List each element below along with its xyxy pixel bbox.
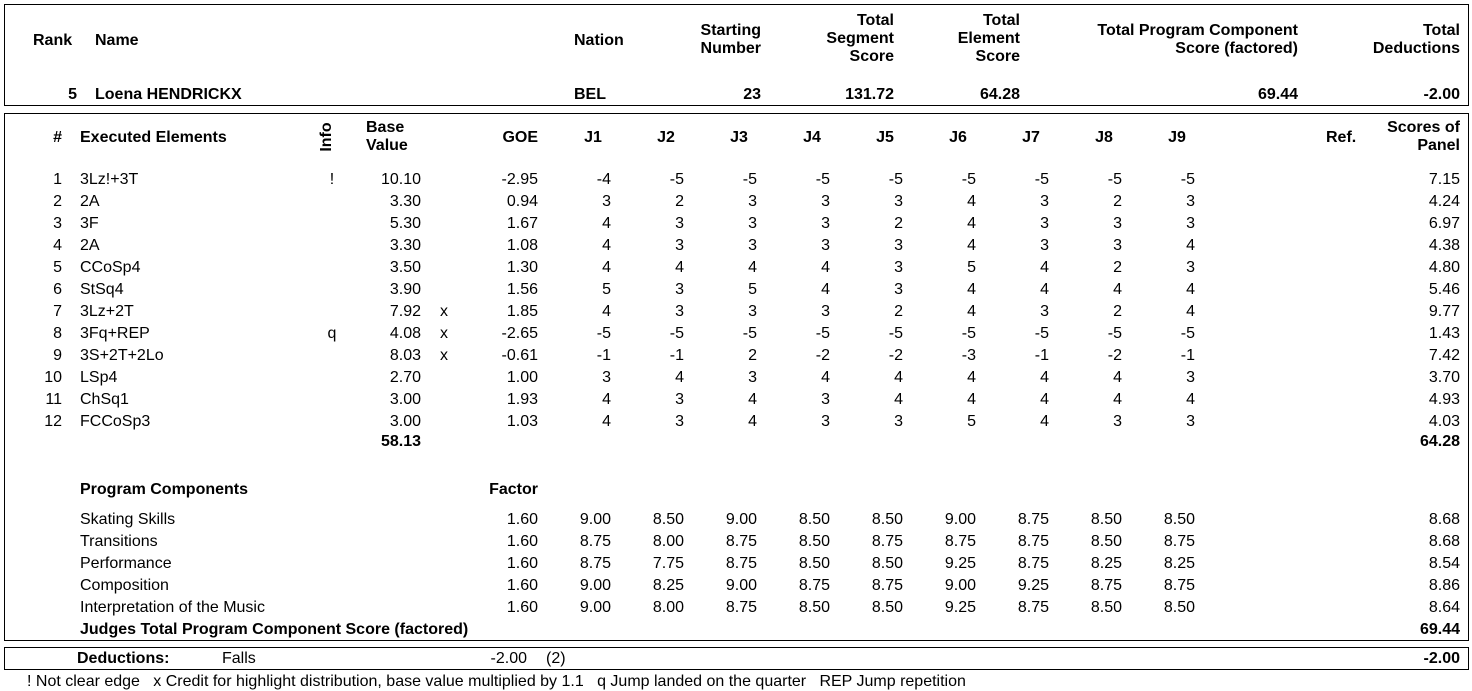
legend: ! Not clear edge x Credit for highlight distribution, base value multiplied by 1.1 q Jump landed on the quarter REP Jump repetition [27,673,966,690]
component-judge-score: 7.75 [652,555,684,572]
element-base-value: 5.30 [389,215,421,232]
element-judge-score: 3 [1113,215,1122,232]
component-judge-score: 8.50 [871,599,903,616]
element-judge-score: 4 [967,237,976,254]
element-judge-score: 3 [894,237,903,254]
component-judge-score: 8.75 [725,533,757,550]
element-panel-score: 7.42 [1428,347,1460,364]
element-base-value: 3.50 [389,259,421,276]
element-judge-score: -1 [669,347,684,364]
element-judge-score: -5 [1034,325,1049,342]
component-name: Performance [80,555,172,572]
element-panel-score: 1.43 [1428,325,1460,342]
component-judge-score: 8.25 [1163,555,1195,572]
element-judge-score: 3 [821,303,830,320]
element-judge-score: 2 [1113,259,1122,276]
element-name: 3F [80,215,99,232]
component-name: Transitions [80,533,158,550]
element-judge-score: -5 [669,325,684,342]
element-judge-score: 4 [602,215,611,232]
element-goe: 0.94 [506,193,538,210]
total-deductions-label: Total Deductions [1372,22,1460,57]
component-judge-score: 8.75 [1017,599,1049,616]
component-judge-score: 8.50 [798,533,830,550]
element-goe: 1.30 [506,259,538,276]
element-judge-score: 4 [821,281,830,298]
name-label: Name [95,32,139,49]
element-judge-score: 3 [821,215,830,232]
elements-executed-header: Executed Elements [80,129,227,146]
element-panel-score: 4.93 [1428,391,1460,408]
elements-goe-header: GOE [502,129,538,146]
element-judge-score: -5 [1107,325,1122,342]
judge-header: J5 [876,129,894,146]
component-judge-score: 8.75 [1017,533,1049,550]
element-base-value: 3.00 [389,391,421,408]
element-num: 12 [44,413,62,430]
element-judge-score: 3 [821,237,830,254]
component-judge-score: 8.75 [1163,577,1195,594]
element-judge-score: 3 [1040,215,1049,232]
element-name: CCoSp4 [80,259,141,276]
element-judge-score: 3 [1186,369,1195,386]
element-judge-score: 4 [967,281,976,298]
element-judge-score: 4 [675,369,684,386]
element-judge-score: -5 [742,325,757,342]
elements-base-header: Base Value [366,119,408,154]
element-goe: -0.61 [501,347,538,364]
element-judge-score: 4 [602,303,611,320]
component-judge-score: 9.00 [944,511,976,528]
element-name: LSp4 [80,369,118,386]
element-name: 3S+2T+2Lo [80,347,164,364]
component-judge-score: 9.00 [579,511,611,528]
element-judge-score: 2 [894,215,903,232]
component-judge-score: 8.50 [1090,533,1122,550]
element-judge-score: 3 [675,281,684,298]
element-judge-score: 4 [1113,281,1122,298]
element-judge-score: 3 [748,369,757,386]
judges-total-value: 69.44 [1419,621,1460,638]
component-panel-score: 8.86 [1428,577,1460,594]
component-factor: 1.60 [506,555,538,572]
element-name: 3Lz!+3T [80,171,139,188]
component-judge-score: 8.25 [1090,555,1122,572]
element-goe: 1.85 [506,303,538,320]
component-judge-score: 9.25 [944,555,976,572]
element-judge-score: 3 [821,193,830,210]
element-judge-score: 4 [675,259,684,276]
element-base-value: 3.90 [389,281,421,298]
skater-tpcs: 69.44 [1257,86,1298,103]
element-num: 11 [45,391,62,408]
elements-info-header: Info [318,122,335,152]
judge-header: J7 [1022,129,1040,146]
element-judge-score: 4 [894,391,903,408]
element-judge-score: 4 [1040,259,1049,276]
judge-header: J2 [657,129,675,146]
judge-header: J9 [1168,129,1186,146]
deductions-count: (2) [546,650,566,667]
element-judge-score: -5 [742,171,757,188]
element-x-flag: x [440,303,448,320]
element-judge-score: 4 [748,391,757,408]
element-judge-score: 4 [1186,237,1195,254]
element-judge-score: 4 [967,303,976,320]
element-num: 1 [53,171,62,188]
element-name: 2A [80,237,100,254]
element-base-value: 8.03 [389,347,421,364]
starting-number-label: Starting Number [700,22,761,57]
judge-header: J3 [730,129,748,146]
element-num: 8 [53,325,62,342]
element-judge-score: 3 [821,391,830,408]
element-name: FCCoSp3 [80,413,151,430]
component-factor: 1.60 [506,533,538,550]
judges-total-label: Judges Total Program Component Score (factored) [80,621,469,638]
component-judge-score: 9.25 [944,599,976,616]
element-info: q [327,325,337,342]
element-judge-score: 4 [1113,369,1122,386]
element-judge-score: -5 [888,171,903,188]
skater-name: Loena HENDRICKX [95,86,242,103]
element-goe: 1.00 [506,369,538,386]
element-panel-score: 4.38 [1428,237,1460,254]
element-judge-score: 4 [967,369,976,386]
component-judge-score: 8.75 [579,555,611,572]
element-judge-score: 3 [748,193,757,210]
element-judge-score: -2 [815,347,830,364]
component-judge-score: 8.75 [579,533,611,550]
element-judge-score: 2 [1113,303,1122,320]
component-name: Composition [80,577,169,594]
component-panel-score: 8.68 [1428,533,1460,550]
element-judge-score: 3 [1040,303,1049,320]
component-judge-score: 8.00 [652,533,684,550]
element-x-flag: x [440,347,448,364]
element-judge-score: 4 [1113,391,1122,408]
element-judge-score: -5 [1034,171,1049,188]
element-judge-score: 4 [748,413,757,430]
elements-ref-header: Ref. [1326,129,1357,146]
element-judge-score: -5 [815,171,830,188]
skater-total-segment: 131.72 [845,86,894,103]
element-num: 3 [53,215,62,232]
element-num: 9 [53,347,62,364]
element-judge-score: 4 [1186,391,1195,408]
component-judge-score: 9.00 [579,577,611,594]
skater-starting-number: 23 [743,86,761,103]
component-judge-score: 8.50 [1090,511,1122,528]
component-panel-score: 8.68 [1428,511,1460,528]
element-goe: -2.65 [501,325,538,342]
element-judge-score: 5 [967,259,976,276]
judge-header: J4 [803,129,821,146]
elements-panel-header: Scores of Panel [1387,119,1460,154]
element-judge-score: 4 [602,391,611,408]
element-num: 7 [53,303,62,320]
component-judge-score: 8.75 [871,533,903,550]
element-judge-score: 4 [602,259,611,276]
element-base-value: 3.30 [389,237,421,254]
skater-rank: 5 [68,86,77,103]
element-judge-score: 4 [1040,391,1049,408]
element-judge-score: 4 [967,391,976,408]
element-judge-score: 3 [1113,413,1122,430]
element-judge-score: 3 [894,413,903,430]
element-judge-score: -5 [1107,171,1122,188]
component-name: Skating Skills [80,511,176,528]
judge-header: J6 [949,129,967,146]
component-judge-score: 8.50 [871,555,903,572]
component-judge-score: 8.75 [725,555,757,572]
element-panel-score: 9.77 [1428,303,1460,320]
judge-header: J8 [1095,129,1113,146]
element-judge-score: 4 [967,215,976,232]
component-judge-score: 8.50 [871,511,903,528]
element-judge-score: -1 [1180,347,1195,364]
element-base-value: 3.30 [389,193,421,210]
element-num: 6 [53,281,62,298]
element-judge-score: 3 [1186,193,1195,210]
component-judge-score: 8.75 [1163,533,1195,550]
judge-header: J1 [584,129,602,146]
component-judge-score: 8.25 [652,577,684,594]
element-num: 2 [53,193,62,210]
element-name: ChSq1 [80,391,129,408]
element-judge-score: 3 [821,413,830,430]
component-factor: 1.60 [506,577,538,594]
element-judge-score: -5 [888,325,903,342]
element-judge-score: 4 [1040,369,1049,386]
element-judge-score: 5 [967,413,976,430]
component-name: Interpretation of the Music [80,599,265,616]
component-judge-score: 8.75 [1017,555,1049,572]
element-judge-score: 3 [894,193,903,210]
element-judge-score: 3 [602,193,611,210]
element-base-value: 7.92 [389,303,421,320]
element-judge-score: 3 [675,303,684,320]
element-name: 2A [80,193,100,210]
component-judge-score: 8.50 [798,555,830,572]
element-judge-score: 2 [1113,193,1122,210]
element-judge-score: 3 [675,391,684,408]
element-judge-score: 3 [748,303,757,320]
element-num: 10 [44,369,62,386]
component-judge-score: 8.50 [798,599,830,616]
component-factor: 1.60 [506,599,538,616]
element-panel-score: 4.03 [1428,413,1460,430]
element-judge-score: -5 [961,171,976,188]
element-goe: 1.67 [506,215,538,232]
element-judge-score: 4 [821,259,830,276]
component-judge-score: 9.00 [725,511,757,528]
element-judge-score: 4 [1040,281,1049,298]
element-info: ! [329,171,335,188]
elements-total: 64.28 [1419,433,1460,450]
element-name: 3Fq+REP [80,325,150,342]
elements-num-header: # [53,129,62,146]
element-judge-score: 5 [602,281,611,298]
deductions-type: Falls [222,650,256,667]
element-judge-score: 2 [748,347,757,364]
element-name: 3Lz+2T [80,303,134,320]
element-panel-score: 5.46 [1428,281,1460,298]
element-judge-score: -3 [961,347,976,364]
element-judge-score: 3 [1113,237,1122,254]
element-judge-score: 2 [675,193,684,210]
component-judge-score: 9.00 [725,577,757,594]
element-judge-score: -4 [596,171,611,188]
component-judge-score: 8.50 [1163,511,1195,528]
deductions-total: -2.00 [1423,650,1460,667]
element-num: 4 [53,237,62,254]
element-name: StSq4 [80,281,124,298]
component-judge-score: 8.75 [871,577,903,594]
element-judge-score: -5 [596,325,611,342]
component-judge-score: 8.75 [798,577,830,594]
component-panel-score: 8.64 [1428,599,1460,616]
element-judge-score: 3 [675,413,684,430]
element-judge-score: -2 [888,347,903,364]
skater-total-element: 64.28 [979,86,1020,103]
element-base-value: 4.08 [389,325,421,342]
element-judge-score: 4 [967,193,976,210]
element-base-value: 2.70 [389,369,421,386]
element-judge-score: 3 [602,369,611,386]
element-judge-score: 4 [1186,281,1195,298]
deductions-value: -2.00 [490,650,527,667]
element-base-value: 3.00 [389,413,421,430]
element-goe: 1.56 [506,281,538,298]
element-judge-score: 3 [1040,193,1049,210]
element-judge-score: 4 [602,413,611,430]
element-judge-score: -1 [596,347,611,364]
element-goe: -2.95 [501,171,538,188]
total-element-label: Total Element Score [957,12,1020,65]
element-judge-score: 4 [1186,303,1195,320]
element-judge-score: 3 [1040,237,1049,254]
element-judge-score: 3 [675,237,684,254]
component-judge-score: 8.75 [1017,511,1049,528]
component-judge-score: 9.00 [944,577,976,594]
deductions-label: Deductions: [77,650,170,667]
element-judge-score: -2 [1107,347,1122,364]
element-judge-score: 3 [748,237,757,254]
element-judge-score: 4 [602,237,611,254]
element-goe: 1.08 [506,237,538,254]
element-base-value: 10.10 [380,171,421,188]
element-judge-score: -5 [1180,171,1195,188]
component-judge-score: 8.50 [798,511,830,528]
element-judge-score: -5 [1180,325,1195,342]
element-judge-score: -5 [961,325,976,342]
components-factor-header: Factor [489,481,538,498]
component-judge-score: 9.00 [579,599,611,616]
component-judge-score: 8.75 [944,533,976,550]
base-total: 58.13 [380,433,421,450]
element-panel-score: 6.97 [1428,215,1460,232]
component-judge-score: 9.25 [1017,577,1049,594]
element-judge-score: 4 [1040,413,1049,430]
element-judge-score: 5 [748,281,757,298]
component-judge-score: 8.50 [1163,599,1195,616]
element-judge-score: 4 [748,259,757,276]
element-judge-score: 3 [894,281,903,298]
element-x-flag: x [440,325,448,342]
element-judge-score: 2 [894,303,903,320]
element-panel-score: 3.70 [1428,369,1460,386]
component-judge-score: 8.75 [725,599,757,616]
element-panel-score: 4.24 [1428,193,1460,210]
element-panel-score: 4.80 [1428,259,1460,276]
element-judge-score: 3 [894,259,903,276]
element-judge-score: -5 [815,325,830,342]
total-segment-label: Total Segment Score [826,12,894,65]
element-num: 5 [53,259,62,276]
tpcs-label: Total Program Component Score (factored) [1097,22,1298,57]
element-judge-score: 3 [1186,413,1195,430]
element-judge-score: 3 [675,215,684,232]
element-panel-score: 7.15 [1428,171,1460,188]
element-judge-score: 4 [821,369,830,386]
skater-total-deductions: -2.00 [1423,86,1460,103]
element-judge-score: 3 [748,215,757,232]
nation-label: Nation [574,32,624,49]
component-judge-score: 8.00 [652,599,684,616]
rank-label: Rank [33,32,73,49]
component-judge-score: 8.50 [1090,599,1122,616]
element-goe: 1.93 [506,391,538,408]
element-judge-score: -5 [669,171,684,188]
element-judge-score: 3 [1186,215,1195,232]
skater-nation: BEL [574,86,606,103]
element-judge-score: 4 [894,369,903,386]
component-factor: 1.60 [506,511,538,528]
component-judge-score: 8.50 [652,511,684,528]
element-judge-score: -1 [1034,347,1049,364]
component-panel-score: 8.54 [1428,555,1460,572]
components-header: Program Components [80,481,249,498]
element-judge-score: 3 [1186,259,1195,276]
element-goe: 1.03 [506,413,538,430]
component-judge-score: 8.75 [1090,577,1122,594]
